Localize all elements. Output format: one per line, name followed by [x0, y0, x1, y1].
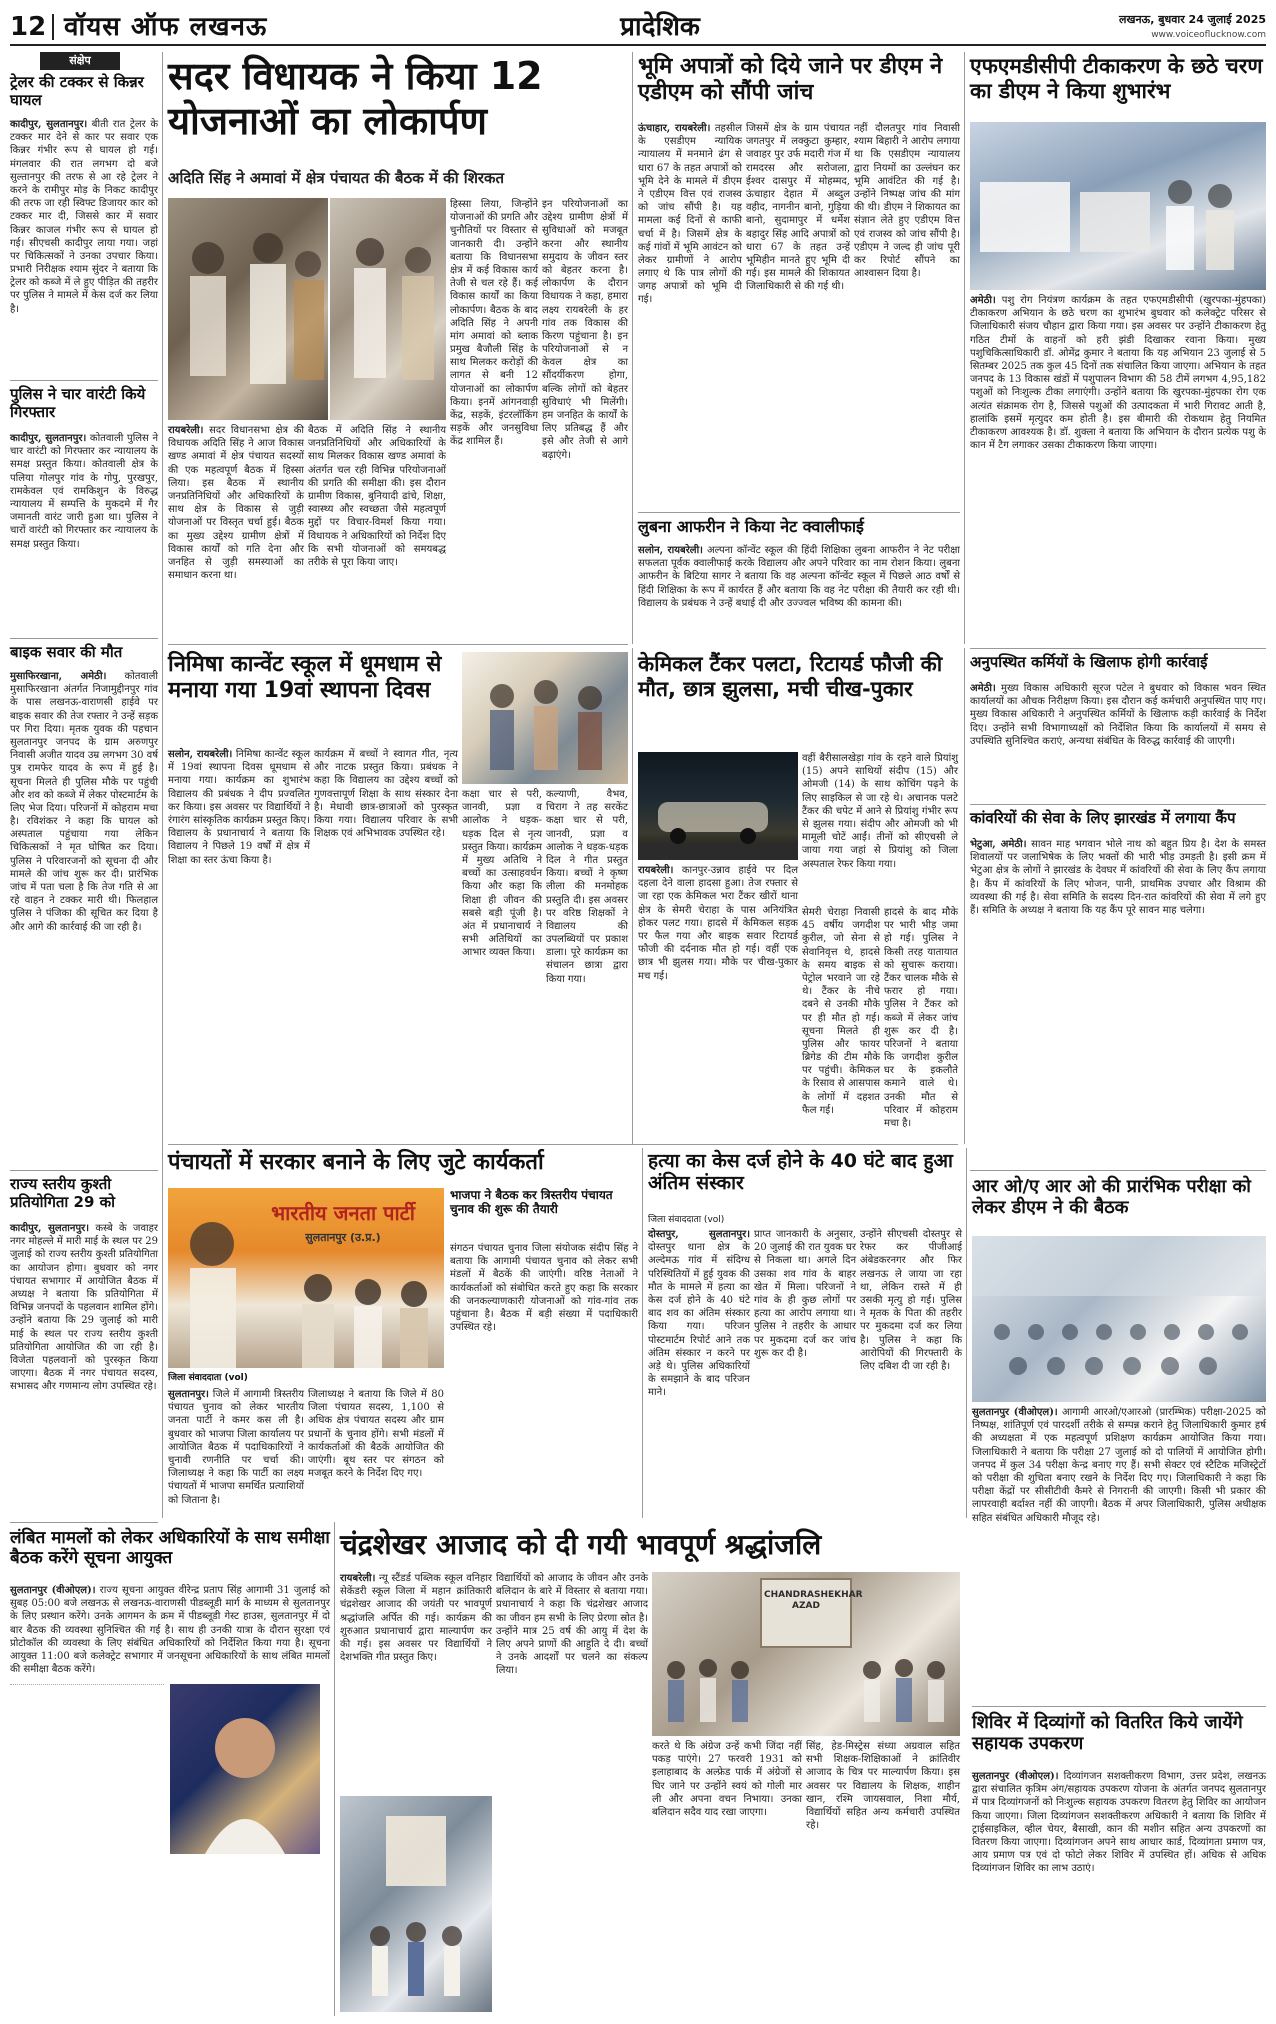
brief-3-headline: बाइक सवार की मौत: [10, 643, 123, 661]
aro-body: [972, 1406, 1266, 1702]
rti-right-rule: [334, 1522, 335, 2016]
chandrashekhar-photo: [652, 1572, 960, 1736]
tanker-right-rule: [964, 648, 965, 1144]
nimisha-col-1: [168, 748, 310, 1140]
brief-sidebar: [10, 52, 158, 1518]
chandrashekhar-headline: चंद्रशेखर आजाद को दी गयी भावपूर्ण श्रद्धांजलि: [340, 1528, 822, 1561]
rti-top-rule: [10, 1522, 158, 1523]
panchayat-photo-caption: जिला संवाददाता (vol): [168, 1373, 248, 1383]
masthead-bar: [10, 8, 1266, 46]
lead-photo-2: [330, 198, 446, 420]
fmd-headline: एफएमडीसीपी टीकाकरण के छठे चरण का डीएम ने किया शुभारंभ: [970, 54, 1263, 103]
absent-headline: अनुपस्थित कर्मियों के खिलाफ होगी कार्रवाई: [970, 653, 1208, 671]
kanwar-headline: कांवरियों की सेवा के लिए झारखंड में लगाया कैंप: [970, 809, 1236, 827]
tanker-col-2: सेमरी चेराहा निवासी 45 वर्षीय जगदीश कुरील, जो सेना से सेवानिवृत्त थे, हादसे के समय बाइक से पेट्रोल भरवाने जा रहे थे। टैंकर के नीचे दबने से उनकी मौके पर ही मौत हो गई। सूचना मिलते ही पुलिस और फायर ब्रिगेड की टीम मौके पर पहुंची। केमिकल के रिसाव से आसपास के लोगों में दहशत फैल गई।: [802, 907, 880, 1116]
brief-label: संक्षेप: [40, 52, 120, 70]
panchayat-right-rule: [642, 1148, 643, 1518]
lead-col-4: इन परियोजनाओं का उद्देश्य ग्रामीण क्षेत्रों में सुविधाओं को मजबूत करना और स्थानीय समुदाय के जीवन स्तर को बेहतर करना है। लोकार्पण के दौरान विधायक ने कहा, हमारा लक्ष्य रायबरेली के हर गांव तक विकास की किरण पहुंचाना है। इन परियोजनाओं से न केवल क्षेत्र का सौंदर्यीकरण होगा, बल्कि लोगों को बेहतर सुविधाएं भी मिलेंगी। हम जनहित के कार्यों के लिए प्रतिबद्ध हैं और इसे और तेजी से आगे बढ़ाएंगे।: [542, 199, 628, 461]
brief-3-text: कोतवाली मुसाफिरखाना अंतर्गत निजामुद्दीनपुर गांव के पास लखनऊ-वाराणसी हाईवे पर बाइक सवार की तेज रफ्तार ने उन्हें सड़क पर गिरा दिया। मृतक युवक की पहचान सुलतानपुर जनपद के ग्राम अरुणपुर निवासी अजीत यादव उम्र लगभग 30 वर्ष पुत्र रामफेर यादव के रूप में हुई है। सूचना मिलते ही पुलिस मौके पर पहुंची और शव को कब्जे में लेकर पोस्टमार्टम के लिए भेज दिया। परिजनों में कोहराम मचा है। रविशंकर ने कहा कि घायल को अस्पताल पहुंचाया गया लेकिन चिकित्सकों ने मृत घोषित कर दिया। पुलिस ने परिवारजनों को सूचना दी और मामले की जांच शुरू कर दी। प्रारंभिक जांच में पता चला है कि तेज गति से आ रहे वाहन ने टक्कर मारी थी। फिलहाल पुलिस ने पंजिका की सूचित कर दिया है और आगे की कार्रवाई की जा रही है।: [10, 671, 158, 933]
fmd-bottom-rule: [970, 648, 1266, 649]
masthead-title: वॉयस ऑफ लखनऊ: [64, 12, 268, 42]
fmd-photo: [970, 122, 1266, 290]
aro-dateline: सुलतानपुर (वीओएल)।: [972, 1407, 1058, 1418]
kanwar-dateline: भेटुआ, अमेठी।: [970, 839, 1027, 850]
bjp-meeting-body: संगठन पंचायत चुनाव जिला संयोजक संदीप सिंह ने बताया कि आगामी पंचायत चुनाव को लेकर सभी मंडलों में बैठकें की जाएंगी। वरिष्ठ नेताओं ने कार्यकर्ताओं को संबोधित करते हुए कहा कि सरकार की जनकल्याणकारी योजनाओं को गांव-गांव तक पहुंचाना है। बैठक में बड़ी संख्या में पदाधिकारी उपस्थित रहे।: [450, 1243, 638, 1334]
fmd-body: [970, 294, 1266, 644]
aro-headline: आर ओ/ए आर ओ की प्रारंभिक परीक्षा को लेकर डीएम ने की बैठक: [972, 1176, 1251, 1219]
lead-right-rule: [632, 52, 633, 644]
brief-2-text: कोतवाली पुलिस ने चार वारंटी को गिरफ्तार कर न्यायालय के समक्ष प्रस्तुत किया। कोतवाली क्षेत्र के पलिया गोलपुर गांव के गोपु, पुरखपुर, रामकेवल एवं रामकिशुन के विरुद्ध न्यायालय में सम्पत्ति के मुकदमे में गैर जमानती वारंट जारी हुआ था। पुलिस ने चारों वारंटी को गिरफ्तार कर न्यायालय के समक्ष प्रस्तुत किया।: [10, 433, 158, 550]
bjp-banner-sub: सुलतानपुर (उ.प्र.): [305, 1231, 381, 1244]
rti-text: राज्य सूचना आयुक्त वीरेन्द्र प्रताप सिंह आगामी 31 जुलाई को सुबह 05:00 बजे लखनऊ से लखनऊ-वाराणसी पीडब्लूडी मार्ग के माध्यम से सुलतानपुर के लिए प्रस्थान करेंगे। उनके आगमन के क्रम में पीडब्लूडी गेस्ट हाउस, सुलतानपुर में दो बार बैठक की व्यवस्था सुनिश्चित की गई है। साथ ही उनकी यात्रा के दौरान सुरक्षा एवं प्रोटोकॉल की व्यवस्था के लिए संबंधित अधिकारियों को निर्देशित किया गया है। सूचना आयुक्त 11:00 बजे कलेक्ट्रेट सभागार में जनसूचना अधिकारियों के साथ लंबित मामलों की समीक्षा बैठक करेंगे।: [10, 1585, 331, 1676]
lead-subhead: अदिति सिंह ने अमावां में क्षेत्र पंचायत की बैठक में की शिरकत: [168, 169, 505, 187]
tanker-col-3: वहीं बैरीसालखेड़ा गांव के रहने वाले प्रियांशु (15) अपने साथियों संदीप (15) और ओमजी (14) के साथ कोचिंग पढ़ने के लिए साइकिल से जा रहे थे। अचानक पलटे टैंकर की चपेट में आने से प्रियांशु गंभीर रूप से झुलस गया। संदीप और ओमजी को भी मामूली चोटें आईं। तीनों को सीएचसी ले जाया गया जहां से प्रियांशु को जिला अस्पताल रेफर किया गया।: [802, 753, 958, 870]
brief-2-body: [10, 432, 158, 632]
rti-dateline: सुलतानपुर (वीओएल)।: [10, 1585, 96, 1596]
fmd-text: पशु रोग नियंत्रण कार्यक्रम के तहत एफएमडीसीपी (खुरपका-मुंहपका) टीकाकरण अभियान के छठे चरण का शुभारंभ बुधवार को कलेक्ट्रेट परिसर से जिलाधिकारी संजय चौहान द्वारा किया गया। इस अवसर पर उन्होंने टीकाकरण हेतु गठित टीमों के वाहनों को हरी झंडी दिखाकर रवाना किया। मुख्य पशुचिकित्साधिकारी डॉ. ओमेंद्र कुमार ने बताया कि यह अभियान 23 जुलाई से 5 सितम्बर 2025 तक कुल 45 दिनों तक संचालित किया जाएगा। अभियान के तहत जनपद के 13 विकास खंडों में पशुपालन विभाग की 58 टीमें लगभग 4,95,182 पशुओं को निःशुल्क टीका लगाएंगी। उन्होंने बताया कि खुरपका-मुंहपका रोग एक अत्यंत संक्रामक रोग है, जिससे पशुओं की उत्पादकता में भारी गिरावट आती है, हालांकि इसमें मृत्युदर कम होती है। इस बीमारी की रोकथाम हेतु नियमित टीकाकरण आवश्यक है। डॉ. शुक्ला ने बताया कि अभियान के दौरान प्रत्येक पशु के कान में टैग लगाकर उसका टीकाकरण किया जाएगा।: [970, 295, 1266, 452]
lead-bottom-rule: [168, 644, 628, 645]
lead-headline: सदर विधायक ने किया 12 योजनाओं का लोकार्पण: [168, 54, 543, 143]
bhumi-col-3: नहीं दौलतपुर गांव निवासी श्याम बिहारी ने आरोप लगाया था कि एसडीएम न्यायालय द्वारा नियमों का उल्लंघन कर भूमि आवंटित की गई है। उन्होंने निष्पक्ष जांच की मांग की थी। डीएम ने शिकायत का संज्ञान लेते हुए एडीएम वित्त एवं राजस्व को जांच सौंपी है। एडीएम ने जल्द ही जांच पूरी कर रिपोर्ट सौंपने का आश्वासन दिया है।: [854, 123, 960, 280]
fmd-photo-figures: [970, 122, 1266, 290]
murder-col-2: प्राप्त जानकारी के अनुसार, 20 जुलाई की रात युवक घर से निकला था। अगले दिन उसका शव गांव के बाहर खेत में मिला। परिजनों ने गांव के ही कुछ लोगों पर हत्या का आरोप लगाया था। पुलिस ने तहरीर के आधार पर मुकदमा दर्ज कर जांच शुरू कर दी है।: [754, 1229, 857, 1359]
murder-col-1: [648, 1228, 750, 1514]
tanker-col-4: हादसे के बाद मौके पर भारी भीड़ जमा हो गई। पुलिस ने किसी तरह यातायात को सुचारू कराया। टैंकर चालक मौके से फरार हो गया। पुलिस ने टैंकर को कब्जे में लेकर जांच शुरू कर दी है। परिजनों ने बताया कि जगदीश कुरील घर के इकलौते कमाने वाले थे। उनकी मौत से परिवार में कोहराम मचा है।: [884, 907, 958, 1129]
lubna-headline: लुबना आफरीन ने किया नेट क्वालीफाई: [638, 517, 864, 536]
absent-bottom-rule: [970, 804, 1266, 805]
brief-1-dateline: कादीपुर, सुलतानपुर।: [10, 119, 88, 130]
nimisha-col-3: कक्षा चार से परी, जानवी, प्रज्ञा व आलोक ने धड़क-धड़क दिल से नृत्य प्रस्तुत किया। कार्यक्रम में मुख्य अतिथि ने बच्चों का उत्साहवर्धन किया और कहा कि शिक्षा ही जीवन की सबसे बड़ी पूंजी है। अंत में प्रधानाचार्य ने सभी अतिथियों का आभार व्यक्त किया।: [462, 789, 542, 959]
murder-dateline: दोस्तपुर, सुलतानपुर।: [648, 1229, 750, 1240]
lead-photo-2-figures: [330, 198, 446, 420]
nimisha-right-rule: [632, 648, 633, 1144]
bhumi-col-1-text: तहसील के एसडीएम न्यायिक न्यायालय में मनमाने ढंग से धारा 67 के तहत अपात्रों को भूमि देने के मामले में डीएम ने एडीएम वित्त एवं राजस्व को जांच सौंपी है। यह मामला कई दिनों से काफी चर्चा में है। जिसमें क्षेत्र के कई गांवों में भूमि आवंटन को लेकर ग्रामीणों ने आरोप लगाए थे कि पात्र लोगों की जगह अपात्रों को भूमि दी गई।: [638, 123, 742, 306]
brief-4-body: [10, 1222, 158, 1512]
aro-bottom-rule: [972, 1706, 1266, 1707]
absent-body: [970, 682, 1266, 800]
brief-1-text: बीती रात ट्रेलर के टक्कर मार देने से कार पर सवार एक किन्नर गंभीर रूप से घायल हो गई। मंगलवार की रात लगभग दो बजे सुल्तानपुर की तरफ से आ रहे ट्रेलर ने करने के रामीपुर मोड़ के निकट कादीपुर की तरफ जा रही स्विफ्ट डिजायर कार को टक्कर मार दी, जिससे कार में सवार किन्नर काजल गंभीर रूप से घायल हो गई। सीएचसी कादीपुर लाया गया। जहां पर चिकित्सकों ने उनका उपचार किया। प्रभारी निरीक्षक श्याम सुंदर ने बताया कि ट्रेलर को कब्जे में ले हुए पीड़ित की तहरीर पर पुलिस ने मामले में केस दर्ज कर लिया है।: [10, 119, 158, 315]
brief-divider-3: [10, 1170, 158, 1171]
bhumi-bottom-rule: [638, 512, 960, 513]
chandrashekhar-dateline: रायबरेली।: [340, 1573, 376, 1584]
divyang-text: दिव्यांगजन सशक्तीकरण विभाग, उत्तर प्रदेश, लखनऊ द्वारा संचालित कृत्रिम अंग/सहायक उपकरण योजना के अंतर्गत जनपद सुलतानपुर में पात्र दिव्यांगजनों को निःशुल्क सहायक उपकरण वितरण हेतु शिविर का आयोजन किया जाएगा। जिला दिव्यांगजन सशक्तीकरण अधिकारी ने बताया कि शिविर में ट्राईसाइकिल, व्हील चेयर, बैसाखी, कान की मशीन सहित अन्य उपकरणों का वितरण किया जाएगा। दिव्यांगजन अपने साथ आधार कार्ड, दिव्यांगता प्रमाण पत्र, आय प्रमाण पत्र एवं दो फोटो लेकर शिविर में उपस्थित हों। अधिक से अधिक दिव्यांगजन शिविर का लाभ उठाएं।: [972, 1771, 1267, 1875]
brief-1-headline: ट्रेलर की टक्कर से किन्नर घायल: [10, 73, 144, 109]
kanwar-body: [970, 838, 1266, 1166]
tanker-photo: [638, 752, 798, 860]
panchayat-dateline: सुलतानपुर।: [168, 1389, 209, 1400]
lead-col-2: बैठक में अदिति सिंह ने स्थानीय जनप्रतिनिधियों और अधिकारियों के साथ मिलकर विकास खण्ड अमावां के अंतर्गत चल रही विभिन्न परियोजनाओं की प्रगति की समीक्षा की। इस दौरान ग्रामीण विकास, बुनियादी ढांचे, शिक्षा, स्वास्थ्य और स्वच्छता जैसे महत्वपूर्ण मुद्दों पर विचार-विमर्श किया गया। विधायक ने अधिकारियों को निर्देश दिए कि सभी योजनाओं को समयबद्ध तरीके से पूरा किया जाए।: [308, 425, 446, 568]
brief-3-dateline: मुसाफिरखाना, अमेठी।: [10, 671, 107, 682]
aro-photo: [972, 1236, 1266, 1402]
bhumi-headline: भूमि अपात्रों को दिये जाने पर डीएम ने एडीएम को सौंपी जांच: [638, 54, 943, 105]
bjp-banner-title: भारतीय जनता पार्टी: [271, 1201, 415, 1225]
lead-dateline: रायबरेली।: [168, 425, 204, 436]
tanker-col-1-text: कानपुर-उन्नाव हाईवे पर दिल दहला देने वाला हादसा हुआ। तेज रफ्तार से जा रहा एक केमिकल भरा टैंकर खीरों थाना क्षेत्र के सेमरी चेराहा के पास अनियंत्रित होकर पलट गया। हादसे में केमिकल सड़क पर फैल गया और बाइक सवार रिटायर्ड फौजी की दर्दनाक मौत हो गई। वहीं एक छात्र भी झुलस गया। मौके पर चीख-पुकार मच गई।: [638, 865, 798, 982]
divyang-body: [972, 1770, 1266, 2016]
page-number: 12: [10, 12, 47, 42]
chandrashekhar-photo-students: [652, 1572, 960, 1736]
tanker-col-1: [638, 864, 798, 1140]
lubna-text: अल्पना कॉन्वेंट स्कूल की हिंदी शिक्षिका लुबना आफरीन ने नेट परीक्षा सफलता पूर्वक क्वालीफाई करके विद्यालय और अपने परिवार का नाम रोशन किया। लुबना आफरीन के बिटिया सागर ने बताया कि वह अल्पना कॉन्वेंट स्कूल में पिछले आठ वर्षों से हिंदी शिक्षिका के रूप में कार्यरत हैं और बताया कि वह नेट परीक्षा की तैयारी कर रही थी। विद्यालय के प्रबंधक ने उन्हें बधाई दी और उज्ज्वल भविष्य की कामना की।: [638, 545, 960, 609]
brief-2-headline: पुलिस ने चार वारंटी किये गिरफ्तार: [10, 385, 146, 421]
dateline: लखनऊ, बुधवार 24 जुलाई 2025: [1119, 13, 1266, 26]
murder-byline: जिला संवाददाता (vol): [648, 1215, 725, 1225]
lead-photo-figures: [168, 198, 328, 420]
rti-photo-portrait: [170, 1684, 320, 1854]
chandrashekhar-col-1-text: न्यू स्टैंडर्ड पब्लिक स्कूल वनिहार सेकेंडरी स्कूल जिला में महान क्रांतिकारी चंद्रशेखर आजाद की जयंती पर भावपूर्ण श्रद्धांजलि अर्पित की गई। कार्यक्रम की शुरुआत प्रधानाचार्य द्वारा माल्यार्पण कर की गई। इस अवसर पर विद्यार्थियों ने देशभक्ति गीत प्रस्तुत किए।: [340, 1573, 492, 1664]
middle-band-rule: [168, 1144, 958, 1145]
bhumi-right-rule: [964, 52, 965, 644]
divyang-headline: शिविर में दिव्यांगों को वितरित किये जायेंगे सहायक उपकरण: [972, 1712, 1243, 1755]
lead-col-1-text: सदर विधानसभा क्षेत्र की विधायक अदिति सिंह ने आज विकास खण्ड अमावां में क्षेत्र पंचायत सदस्यों की एक महत्वपूर्ण बैठक में हिस्सा लिया। इस बैठक में स्थानीय जनप्रतिनिधियों और अधिकारियों के साथ क्षेत्र के विकास से जुड़ी योजनाओं पर विस्तृत चर्चा हुई। बैठक का मुख्य उद्देश्य ग्रामीण क्षेत्रों में विकास कार्यों को गति देना और जनहित से जुड़ी समस्याओं का समाधान करना था।: [168, 425, 304, 582]
aro-photo-scene: [972, 1236, 1266, 1402]
tanker-dateline: रायबरेली।: [638, 865, 674, 876]
murder-col-1-text: दोस्तपुर थाना क्षेत्र के अल्देमऊ गांव में संदिग्ध परिस्थितियों में हुई युवक की मौत के मामले में हत्या का केस दर्ज होने के 40 घंटे बाद शव का अंतिम संस्कार किया गया। परिजन पोस्टमार्टम रिपोर्ट आने तक अंतिम संस्कार न करने पर अड़े थे। पुलिस अधिकारियों के समझाने के बाद परिजन माने।: [648, 1242, 750, 1399]
chandrashekhar-col-2: विद्यार्थियों को आजाद के जीवन और उनके बलिदान के बारे में विस्तार से बताया गया। प्रधानाचार्य ने कहा कि चंद्रशेखर आजाद का जीवन हम सभी के लिए प्रेरणा स्रोत है। उन्होंने मात्र 25 वर्ष की आयु में देश के लिए अपने प्राणों की आहुति दे दी। बच्चों ने उनके आदर्शों पर चलने का संकल्प लिया।: [496, 1573, 648, 1677]
brief-4-dateline: कादीपुर, सुलतानपुर।: [10, 1223, 90, 1234]
brief-1-body: [10, 118, 158, 374]
absent-dateline: अमेठी।: [970, 683, 996, 694]
brief-3-body: [10, 670, 158, 1164]
rti-headline: लंबित मामलों को लेकर अधिकारियों के साथ समीक्षा बैठक करेंगे सूचना आयुक्त: [10, 1528, 330, 1569]
tanker-photo-scene: [638, 752, 798, 860]
chandrashekhar-photo-2-scene: [340, 1796, 492, 2012]
absent-text: मुख्य विकास अधिकारी सूरज पटेल ने बुधवार को विकास भवन स्थित कार्यालयों का औचक निरीक्षण किया। इस दौरान कई कर्मचारी अनुपस्थित पाए गए। मुख्य विकास अधिकारी ने अनुपस्थित कर्मियों के खिलाफ कड़ी कार्रवाई के निर्देश दिए। उन्होंने सभी विभागाध्यक्षों को निर्देशित किया कि कार्यालयों में समय से उपस्थिति सुनिश्चित कराएं, अन्यथा संबंधित के विरुद्ध कार्रवाई की जाएगी।: [970, 683, 1266, 747]
bhumi-col-1: [638, 122, 742, 508]
tanker-headline: केमिकल टैंकर पलटा, रिटायर्ड फौजी की मौत, छात्र झुलसा, मची चीख-पुकार: [638, 652, 943, 701]
lubna-dateline: सलोन, रायबरेली।: [638, 545, 703, 556]
nimisha-photo: [462, 652, 628, 784]
nimisha-headline: निमिषा कान्वेंट स्कूल में धूमधाम से मनाया गया 19वां स्थापना दिवस: [168, 652, 442, 703]
panchayat-col-1-text: जिले में आगामी त्रिस्तरीय पंचायत चुनाव को लेकर भारतीय जनता पार्टी ने कमर कस ली है। बुधवार को भाजपा जिला कार्यालय पर आयोजित बैठक में पदाधिकारियों ने चुनावी रणनीति पर चर्चा की। जिलाध्यक्ष ने कहा कि पार्टी का लक्ष्य पंचायतों में भाजपा समर्थित प्रत्याशियों को जिताना है।: [168, 1389, 304, 1506]
panchayat-col-2: जिलाध्यक्ष ने बताया कि जिले में 80 जिला पंचायत सदस्य, 1,100 से अधिक क्षेत्र पंचायत सदस्य और ग्राम प्रधानों के चुनाव होंगे। सभी मंडलों में कार्यकर्ताओं की बैठकें आयोजित की जाएंगी। बूथ स्तर पर संगठन को मजबूत करने के निर्देश दिए गए।: [308, 1389, 444, 1480]
brief-4-headline: राज्य स्तरीय कुश्ती प्रतियोगिता 29 को: [10, 1175, 116, 1211]
bjp-meeting-headline: भाजपा ने बैठक कर त्रिस्तरीय पंचायत चुनाव की शुरू की तैयारी: [450, 1188, 613, 1217]
brief-divider-2: [10, 638, 158, 639]
nimisha-col-2: कार्यक्रम में बच्चों ने स्वागत गीत, नृत्य और नाटक प्रस्तुत किया। प्रबंधक ने कहा कि विद्यालय का उद्देश्य बच्चों को गुणवत्तापूर्ण शिक्षा के साथ संस्कार देना है। मेधावी छात्र-छात्राओं को पुरस्कृत किया गया। विद्यालय परिवार के सभी शिक्षक एवं अभिभावक उपस्थित रहे।: [314, 749, 458, 840]
aro-text: आगामी आरओ/एआरओ (प्रारम्भिक) परीक्षा-2025 को निष्पक्ष, शांतिपूर्ण एवं पारदर्शी तरीके से सम्पन्न कराने हेतु जिलाधिकारी कुमार हर्ष की अध्यक्षता में एक महत्वपूर्ण प्रशिक्षण कार्यक्रम आयोजित किया गया। जिलाधिकारी ने बताया कि परीक्षा 27 जुलाई को दो पालियों में आयोजित होगी। जनपद में कुल 34 परीक्षा केन्द्र बनाए गए हैं। सभी सेक्टर एवं स्टैटिक मजिस्ट्रेटों को परीक्षा की शुचिता बनाए रखने के निर्देश दिए गए। जिलाधिकारी ने कहा कि परीक्षा केंद्रों पर सीसीटीवी कैमरे से निगरानी की जाएगी। किसी भी प्रकार की लापरवाही बर्दाश्त नहीं की जाएगी। बैठक में अपर जिलाधिकारी, पुलिस अधीक्षक सहित संबंधित अधिकारी मौजूद रहे।: [972, 1407, 1266, 1524]
lubna-body: [638, 544, 960, 640]
divyang-dateline: सुलतानपुर (वीओएल)।: [972, 1771, 1059, 1782]
kanwar-bottom-rule: [970, 1170, 1266, 1171]
brief-4-text: कस्बे के जवाहर नगर मोहल्ले में मारी माई के स्थल पर 29 जुलाई को राज्य स्तरीय कुश्ती प्रतियोगिता का आयोजन होगा। बुधवार को नगर पंचायत सभागार में आयोजित बैठक में अध्यक्ष ने बताया कि प्रतियोगिता में विभिन्न जनपदों के पहलवान शामिल होंगे। उन्होंने बताया कि 29 जुलाई को मारी माई के स्थल पर राज्य स्तरीय कुश्ती प्रतियोगिता आयोजित की जा रही है। विजेता पहलवानों को पुरस्कृत किया जाएगा। बैठक में नगर पंचायत सदस्य, सभासद और गणमान्य लोग उपस्थित रहे।: [10, 1223, 158, 1393]
murder-col-3: उन्होंने सीएचसी दोस्तपुर से रेफर कर पीजीआई अंबेडकरनगर और फिर लखनऊ ले जाया जा रहा था, लेकिन रास्ते में ही उसकी मृत्यु हो गई। पुलिस ने मृतक के पिता की तहरीर पर मुकदमा दर्ज कर लिया है। पुलिस ने कहा कि आरोपियों की गिरफ्तारी के लिए दबिश दी जा रही है।: [860, 1229, 962, 1372]
rti-col-1: [10, 1584, 330, 1678]
masthead-divider: [52, 14, 54, 40]
fmd-dateline: अमेठी।: [970, 295, 996, 306]
nimisha-col-4: कल्याणी, वैभव, चिराग ने तह सरकेंट कक्षा चार से परी, जानवी, प्रज्ञा व आलोक ने धड़क-धड़क दिल ने गीत प्रस्तुत किया। बच्चों ने कृष्ण लीला की मनमोहक प्रस्तुति दी। इस अवसर पर वरिष्ठ शिक्षकों ने विद्यालय की उपलब्धियों पर प्रकाश डाला। पूरे कार्यक्रम का संचालन छात्रा द्वारा किया गया।: [546, 789, 628, 985]
lead-photo: [168, 198, 328, 420]
brief-divider-1: [10, 380, 158, 381]
lead-col-1: [168, 424, 304, 638]
nimisha-dateline: सलोन, रायबरेली।: [168, 749, 233, 760]
chandrashekhar-col-1: [340, 1572, 492, 1792]
panchayat-photo: [168, 1188, 444, 1368]
panchayat-headline: पंचायतों में सरकार बनाने के लिए जुटे कार्यकर्ता: [168, 1150, 544, 1175]
sidebar-rule: [162, 52, 163, 1518]
website: www.voiceoflucknow.com: [1151, 30, 1266, 40]
panchayat-col-1: [168, 1388, 304, 1514]
section-title: प्रादेशिक: [620, 12, 700, 42]
chandrashekhar-col-3: करते थे कि अंग्रेज उन्हें कभी जिंदा नहीं पकड़ पाएंगे। 27 फरवरी 1931 को इलाहाबाद के अल्फ्रेड पार्क में अंग्रेजों से घिर जाने पर उन्होंने स्वयं को गोली मार ली और अपना वचन निभाया। उनका बलिदान सदैव याद रखा जाएगा।: [652, 1741, 802, 1818]
azad-banner-text: CHANDRASHEKHAR AZAD: [764, 1590, 863, 1611]
bhumi-col-2: जिसमें क्षेत्र के ग्राम पंचायत जगतपुर में लक्कुटा कुम्हार, जवाहर पुर उर्फ मदारी गंज में रामदरस और सरोजला, ईश्वर दासपुर में मोहम्मद, ऊंचाहार देहात में अब्दुल वहीद, नागनीन बानो, गुड़िया बानो, सुदामापुर में धर्मेश बहादुर सिंह आदि अपात्रों को धारा 67 के तहत उन्हें भूमिहीन मानते हुए भूमि दी गई। इस मामले की शिकायत जिलाधिकारी से की गई थी।: [746, 123, 850, 293]
nimisha-col-1-text: निमिषा कान्वेंट स्कूल में 19वां स्थापना दिवस धूमधाम से मनाया गया। कार्यक्रम का शुभारंभ विद्यालय की प्रबंधक ने दीप प्रज्वलित कर किया। इस अवसर पर विद्यार्थियों ने रंगारंग सांस्कृतिक कार्यक्रम प्रस्तुत किए। विद्यालय के प्रधानाचार्य ने बताया कि विद्यालय ने पिछले 19 वर्षों में क्षेत्र में शिक्षा का स्तर ऊंचा किया है।: [168, 749, 310, 866]
rti-continued: [10, 1684, 164, 2016]
murder-headline: हत्या का केस दर्ज होने के 40 घंटे बाद हुआ अंतिम संस्कार: [648, 1150, 953, 1195]
brief-2-dateline: कादीपुर, सुलतानपुर।: [10, 433, 87, 444]
nimisha-photo-figures: [462, 652, 628, 784]
kanwar-text: सावन माह भगवान भोले नाथ को बहुत प्रिय है। देश के समस्त शिवालयों पर जलाभिषेक के लिए भक्तों की भारी भीड़ उमड़ती है। इसी क्रम में भेटुआ क्षेत्र के लोगों ने झारखंड के देवघर में कांवरियों की सेवा के लिए कैंप लगाया है। कैंप में कांवरियों के लिए भोजन, पानी, प्राथमिक उपचार और विश्राम की व्यवस्था की गई है। सेवा समिति के सदस्य दिन-रात कांवरियों की सेवा में लगे हुए हैं। समिति के अध्यक्ष ने बताया कि यह कैंप पूरे सावन माह चलेगा।: [970, 839, 1266, 916]
murder-right-rule: [966, 1148, 967, 1518]
lead-col-3: हिस्सा लिया, जिन्होंने योजनाओं की प्रगति और चुनौतियों पर विस्तार से जानकारी दी। उन्होंने बताया कि विधानसभा क्षेत्र में कई विकास कार्य तेजी से चल रहे हैं। कई विकास कार्यों का किया लोकार्पण। बैठक के बाद अदिति सिंह ने अपनी मांग अमावां को ब्लाक प्रमुख बैजौली सिंह के साथ मिलकर करोड़ों की लागत से बनी 12 योजनाओं का लोकार्पण किया। इनमें आंगनवाड़ी केंद्र, सड़कें, इंटरलॉकिंग सड़कें और जनसुविधा केंद्र शामिल हैं।: [450, 199, 538, 448]
rti-photo: [170, 1684, 320, 1854]
chandrashekhar-photo-2: [340, 1796, 492, 2012]
bhumi-dateline: ऊंचाहार, रायबरेली।: [638, 123, 711, 134]
panchayat-photo-figures: [168, 1188, 444, 1368]
chandrashekhar-col-4: सिंह, हेड-मिस्ट्रेस संध्या अग्रवाल सहित सभी शिक्षक-शिक्षिकाओं ने क्रांतिवीर आजाद के चित्र पर माल्यार्पण किया। इस अवसर पर विद्यालय के शिक्षक, शाहीन खान, रश्मि जायसवाल, निशा मौर्य, विद्यार्थियों सहित अन्य कर्मचारी उपस्थित रहे।: [806, 1741, 960, 1832]
